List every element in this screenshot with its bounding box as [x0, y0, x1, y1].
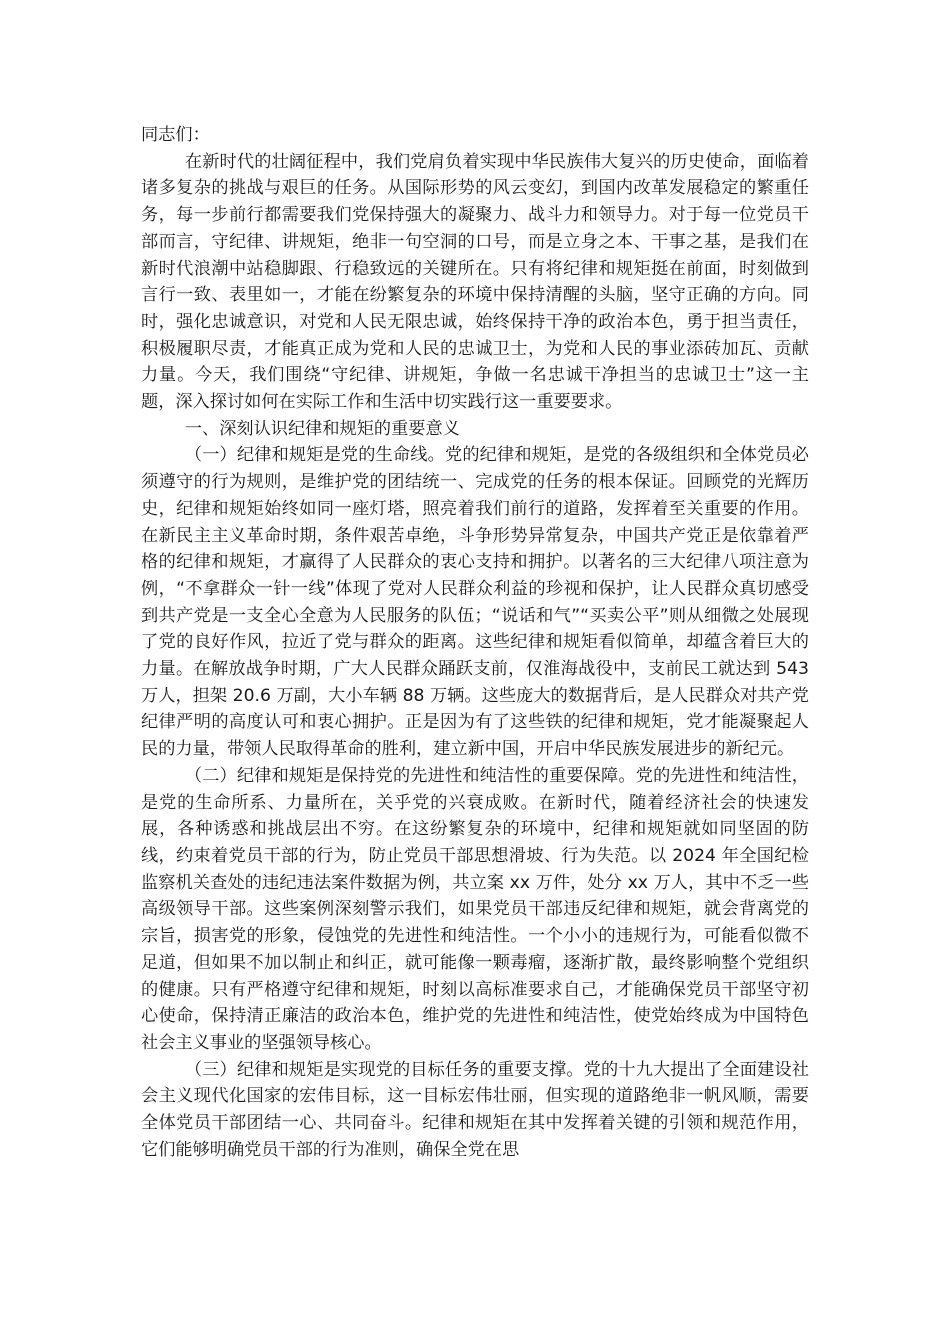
subsection-1-paragraph: （一）纪律和规矩是党的生命线。党的纪律和规矩，是党的各级组织和全体党员必须遵守的行为规则，是维护党的团结统一、完成党的任务的根本保证。回顾党的光辉历史，纪律和规矩始终如同一座灯塔，照亮着我们前行的道路，发挥着至关重要的作用。在新民主主义革命时期，条件艰苦卓绝，斗争形势异常复杂，中国共产党正是依靠着严格的纪律和规矩，才赢得了人民群众的衷心支持和拥护。以著名的三大纪律八项注意为例，“不拿群众一针一线”体现了党对人民群众利益的珍视和保护，让人民群众真切感受到共产党是一支全心全意为人民服务的队伍；“说话和气”“买卖公平”则从细微之处展现了党的良好作风，拉近了党与群众的距离。这些纪律和规矩看似简单，却蕴含着巨大的力量。在解放战争时期，广大人民群众踊跃支前，仅淮海战役中，支前民工就达到 543 万人，担架 20.6 万副，大小车辆 88 万辆。这些庞大的数据背后，是人民群众对共产党纪律严明的高度认可和衷心拥护。正是因为有了这些铁的纪律和规矩，党才能凝聚起人民的力量，带领人民取得革命的胜利，建立新中国，开启中华民族发展进步的新纪元。	[141, 445, 809, 760]
subsection-3-paragraph: （三）纪律和规矩是实现党的目标任务的重要支撑。党的十九大提出了全面建设社会主义现代化国家的宏伟目标，这一目标宏伟壮丽，但实现的道路绝非一帆风顺，需要全体党员干部团结一心、共同奋斗。纪律和规矩在其中发挥着关键的引领和规范作用，它们能够明确党员干部的行为准则，确保全党在思	[141, 1059, 809, 1160]
salutation: 同志们：	[141, 125, 210, 145]
document-body	[141, 122, 809, 1163]
subsection-2-paragraph: （二）纪律和规矩是保持党的先进性和纯洁性的重要保障。党的先进性和纯洁性，是党的生命所系、力量所在，关乎党的兴衰成败。在新时代，随着经济社会的快速发展，各种诱惑和挑战层出不穷。在这纷繁复杂的环境中，纪律和规矩就如同坚固的防线，约束着党员干部的行为，防止党员干部思想滑坡、行为失范。以 2024 年全国纪检监察机关查处的违纪违法案件数据为例，共立案 xx 万件，处分 xx 万人，其中不乏一些高级领导干部。这些案例深刻警示我们，如果党员干部违反纪律和规矩，就会背离党的宗旨，损害党的形象，侵蚀党的先进性和纯洁性。一个小小的违规行为，可能看似微不足道，但如果不加以制止和纠正，就可能像一颗毒瘤，逐渐扩散，最终影响整个党组织的健康。只有严格遵守纪律和规矩，时刻以高标准要求自己，才能确保党员干部坚守初心使命，保持清正廉洁的政治本色，维护党的先进性和纯洁性，使党始终成为中国特色社会主义事业的坚强领导核心。	[141, 765, 809, 1053]
section-heading-1: 一、深刻认识纪律和规矩的重要意义	[184, 418, 460, 439]
intro-paragraph: 在新时代的壮阔征程中，我们党肩负着实现中华民族伟大复兴的历史使命，面临着诸多复杂的挑战与艰巨的任务。从国际形势的风云变幻，到国内改革发展稳定的繁重任务，每一步前行都需要我们党保持强大的凝聚力、战斗力和领导力。对于每一位党员干部而言，守纪律、讲规矩，绝非一句空洞的口号，而是立身之本、干事之基，是我们在新时代浪潮中站稳脚跟、行稳致远的关键所在。只有将纪律和规矩挺在前面，时刻做到言行一致、表里如一，才能在纷繁复杂的环境中保持清醒的头脑，坚守正确的方向。同时，强化忠诚意识，对党和人民无限忠诚，始终保持干净的政治本色，勇于担当责任，积极履职尽责，才能真正成为党和人民的忠诚卫士，为党和人民的事业添砖加瓦、贡献力量。今天，我们围绕“守纪律、讲规矩，争做一名忠诚干净担当的忠诚卫士”这一主题，深入探讨如何在实际工作和生活中切实践行这一重要要求。	[141, 151, 809, 413]
